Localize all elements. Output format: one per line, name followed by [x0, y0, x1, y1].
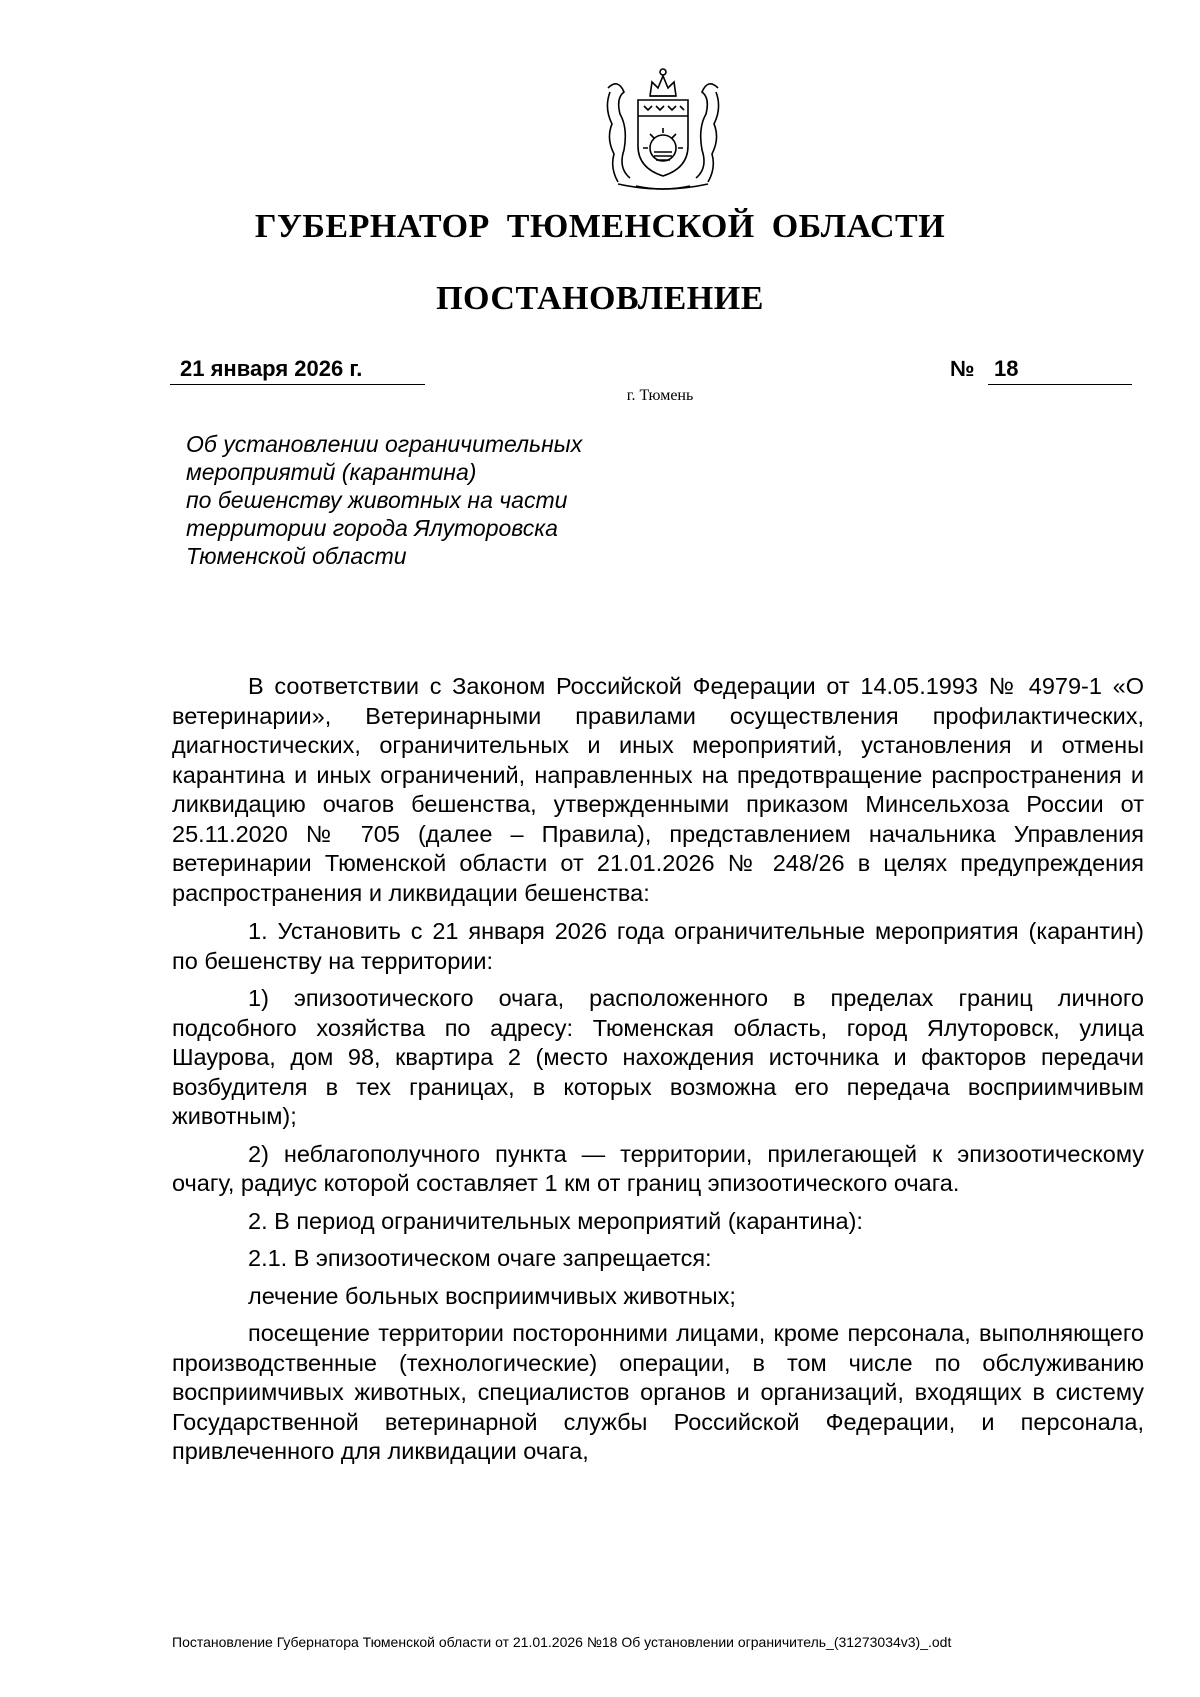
body-paragraph: лечение больных восприимчивых животных;: [248, 1282, 736, 1309]
subject-line: мероприятий (карантина): [186, 459, 477, 485]
body-paragraph: 2.1. В эпизоотическом очаге запрещается:: [248, 1245, 712, 1271]
issuing-authority: ГУБЕРНАТОР ТЮМЕНСКОЙ ОБЛАСТИ: [254, 208, 946, 245]
file-footer: Постановление Губернатора Тюменской области от 21.01.2026 №18 Об установлении ограничитель_(31273034v3)_.odt: [172, 1634, 952, 1650]
number-field: [950, 356, 1132, 384]
coat-of-arms-icon: [588, 58, 738, 198]
body-paragraph: посещение территории посторонними лицами, кроме персонала, выполняющего производственные (технологические) операции, в том числе по обслуживанию восприимчивых животных, специалистов органов и организаций, входящих в систему Государственной ветеринарной службы Российской Федерации, и персонала, привлеченного для ликвидации очага,: [172, 1320, 1144, 1464]
body-paragraph: 1. Установить с 21 января 2026 года ограничительные мероприятия (карантин) по бешенству на территории:: [172, 918, 1144, 974]
document-number: 18: [994, 356, 1019, 381]
subject-line: Об установлении ограничительных: [186, 431, 583, 457]
issue-city: г. Тюмень: [626, 387, 694, 404]
body-paragraph: 1) эпизоотического очага, расположенного в пределах границ личного подсобного хозяйства по адресу: Тюменская область, город Ялуторовск, улица Шаурова, дом 98, квартира 2 (место нахождения источника и факторов передачи возбудителя в тех границах, в которых возможна его передача восприимчивым животным);: [172, 985, 1144, 1129]
subject-line: Тюменской области: [186, 543, 407, 569]
body-paragraph: 2. В период ограничительных мероприятий (карантина):: [248, 1207, 863, 1234]
document-type: ПОСТАНОВЛЕНИЕ: [436, 280, 764, 317]
subject-line: территории города Ялуторовска: [186, 515, 558, 541]
document-date: 21 января 2026 г.: [180, 356, 363, 381]
date-field: [170, 356, 425, 385]
body-paragraph: В соответствии с Законом Российской Федерации от 14.05.1993 № 4979-1 «О ветеринарии», Ветеринарными правилами осуществления профилактических, диагностических, ограничительных и иных мероприятий, установления и отмены карантина и иных ограничений, направленных на предотвращение распространения и ликвидацию очагов бешенства, утвержденными приказом Минсельхоза России от 25.11.2020 № 705 (далее – Правила), представлением начальника Управления ветеринарии Тюменской области от 21.01.2026 № 248/26 в целях предупреждения распространения и ликвидации бешенства:: [172, 673, 1144, 906]
subject-line: по бешенству животных на части: [186, 487, 568, 513]
document-subject: [186, 430, 666, 570]
body-paragraph: 2) неблагополучного пункта — территории, прилегающей к эпизоотическому очагу, радиус которой составляет 1 км от границ эпизоотического очага.: [172, 1140, 1144, 1196]
document-body: [172, 672, 1144, 1475]
number-sign: №: [950, 356, 975, 381]
number-underline: [988, 356, 1132, 385]
